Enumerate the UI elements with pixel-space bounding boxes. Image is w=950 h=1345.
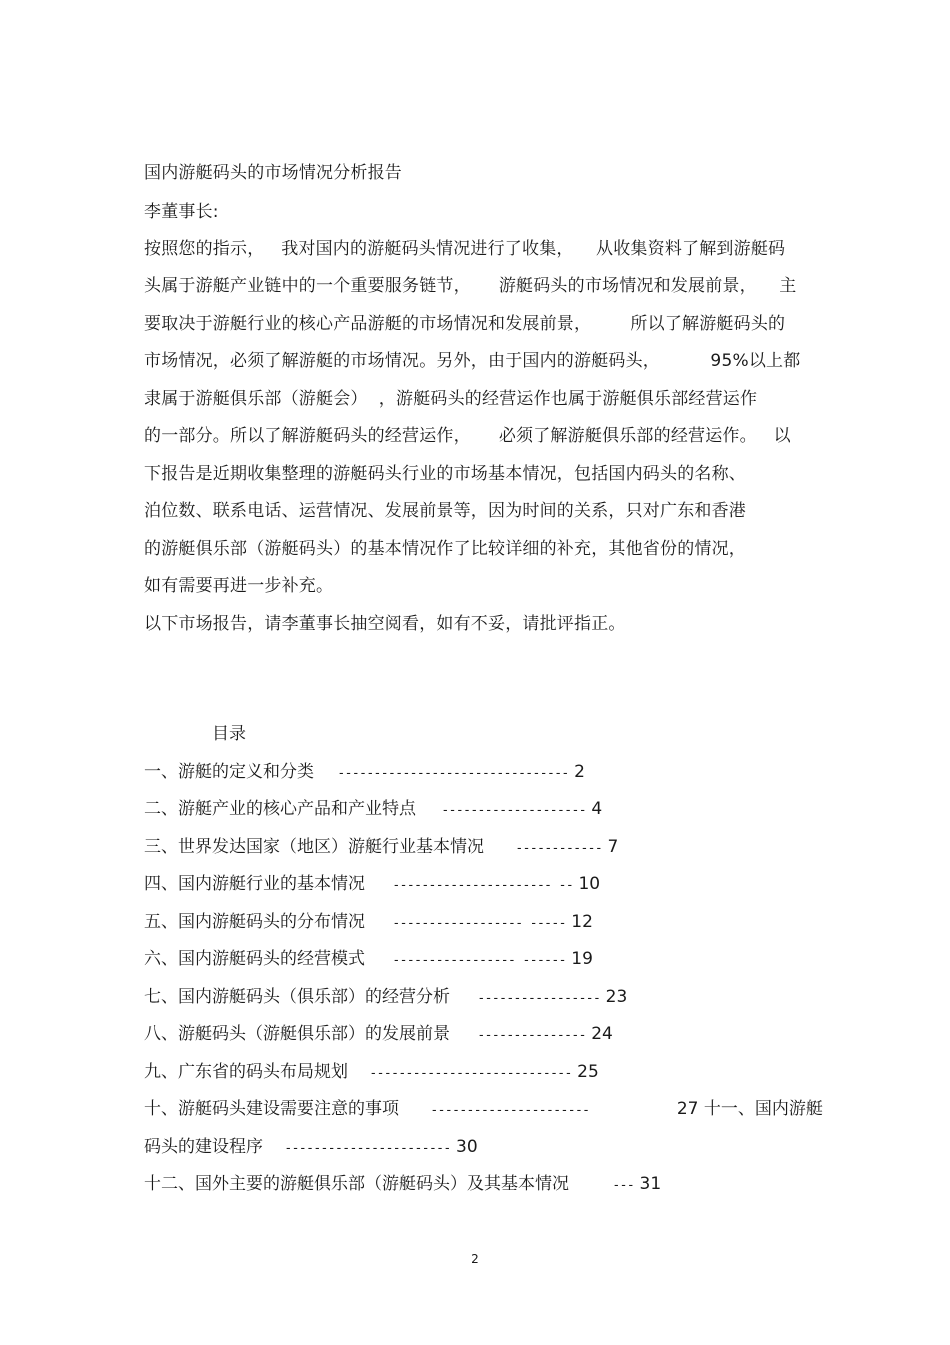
toc-leader: ----------------- ------ (392, 953, 566, 968)
body-line: 头属于游艇产业链中的一个重要服务链节， 游艇码头的市场情况和发展前景， 主 (144, 276, 797, 296)
toc-leader: ---------------------- -- (392, 878, 574, 893)
toc-leader: --- (612, 1178, 635, 1193)
body-line: 隶属于游艇俱乐部（游艇会） ，游艇码头的经营运作也属于游艇俱乐部经营运作 (144, 389, 758, 409)
body-line: 下报告是近期收集整理的游艇码头行业的市场基本情况，包括国内码头的名称、 (144, 464, 746, 484)
toc-entry-label: 五、国内游艇码头的分布情况 (144, 912, 365, 932)
body-line: 如有需要再进一步补充。 (144, 576, 334, 596)
salutation: 李董事长: (144, 202, 219, 222)
toc-entry[interactable] (144, 835, 618, 861)
toc-entry[interactable] (144, 1022, 613, 1048)
toc-entry-label: 四、国内游艇行业的基本情况 (144, 874, 365, 894)
toc-entry-label: 一、游艇的定义和分类 (144, 762, 314, 782)
toc-page-number: 2 (574, 762, 585, 782)
toc-leader: -------------------------------- (337, 766, 569, 781)
toc-entry[interactable] (144, 1172, 661, 1198)
footer-page-number: 2 (471, 1252, 479, 1266)
toc-entry-label: 六、国内游艇码头的经营模式 (144, 949, 365, 969)
body-line: 的一部分。所以了解游艇码头的经营运作， 必须了解游艇俱乐部的经营运作。 以 (144, 426, 791, 446)
toc-entry[interactable] (144, 985, 627, 1011)
body-line: 按照您的指示， 我对国内的游艇码头情况进行了收集， 从收集资料了解到游艇码 (144, 239, 786, 259)
toc-leader: ----------------- (477, 991, 601, 1006)
toc-leader: ---------------------------- (369, 1066, 572, 1081)
body-line: 的游艇俱乐部（游艇码头）的基本情况作了比较详细的补充，其他省份的情况， (144, 539, 746, 559)
toc-entry-label: 码头的建设程序 (144, 1137, 263, 1157)
toc-entry-label: 十二、国外主要的游艇俱乐部（游艇码头）及其基本情况 (144, 1174, 569, 1194)
toc-leader: ----------------------- (284, 1141, 451, 1156)
report-title: 国内游艇码头的市场情况分析报告 (144, 163, 402, 183)
toc-leader: ---------------------- (430, 1103, 590, 1118)
toc-page-number: 31 (639, 1174, 662, 1194)
toc-leader: -------------------- (441, 803, 586, 818)
toc-page-number: 19 (571, 949, 593, 969)
toc-entry-wrapped[interactable] (144, 1097, 823, 1123)
toc-page-number: 4 (591, 799, 603, 819)
toc-entry-label: 七、国内游艇码头（俱乐部）的经营分析 (144, 987, 450, 1007)
toc-page-number: 30 (456, 1137, 478, 1157)
toc-title: 目录 (212, 724, 246, 744)
toc-page-number: 10 (578, 874, 601, 894)
toc-entry[interactable] (144, 797, 602, 823)
body-line: 要取决于游艇行业的核心产品游艇的市场情况和发展前景， 所以了解游艇码头的 (144, 314, 786, 334)
toc-page-number: 24 (591, 1024, 613, 1044)
toc-leader: ------------ (515, 841, 603, 856)
toc-entry[interactable] (144, 1060, 599, 1086)
toc-entry[interactable] (144, 872, 600, 898)
toc-leader: --------------- (477, 1028, 586, 1043)
toc-entry-label: 十、游艇码头建设需要注意的事项 (144, 1099, 399, 1119)
toc-entry[interactable] (144, 910, 593, 936)
body-line: 市场情况，必须了解游艇的市场情况。另外，由于国内的游艇码头， 95%以上都 (144, 351, 801, 371)
toc-leader: ------------------ ----- (392, 916, 566, 931)
toc-page-number: 12 (571, 912, 593, 932)
toc-page-number: 7 (607, 837, 619, 857)
toc-entry-wrapped-line2[interactable] (144, 1135, 478, 1161)
toc-entry-label: 二、游艇产业的核心产品和产业特点 (144, 799, 416, 819)
body-line: 泊位数、联系电话、运营情况、发展前景等，因为时间的关系，只对广东和香港 (144, 501, 746, 521)
closing-line: 以下市场报告，请李董事长抽空阅看，如有不妥，请批评指正。 (144, 614, 626, 634)
toc-entry-label: 八、游艇码头（游艇俱乐部）的发展前景 (144, 1024, 450, 1044)
toc-page-number-continued: 27 十一、国内游艇 (676, 1099, 823, 1119)
toc-page-number: 23 (605, 987, 628, 1007)
toc-entry[interactable] (144, 947, 593, 973)
toc-page-number: 25 (577, 1062, 599, 1082)
toc-entry[interactable] (144, 760, 585, 786)
toc-entry-label: 九、广东省的码头布局规划 (144, 1062, 348, 1082)
toc-entry-label: 三、世界发达国家（地区）游艇行业基本情况 (144, 837, 484, 857)
